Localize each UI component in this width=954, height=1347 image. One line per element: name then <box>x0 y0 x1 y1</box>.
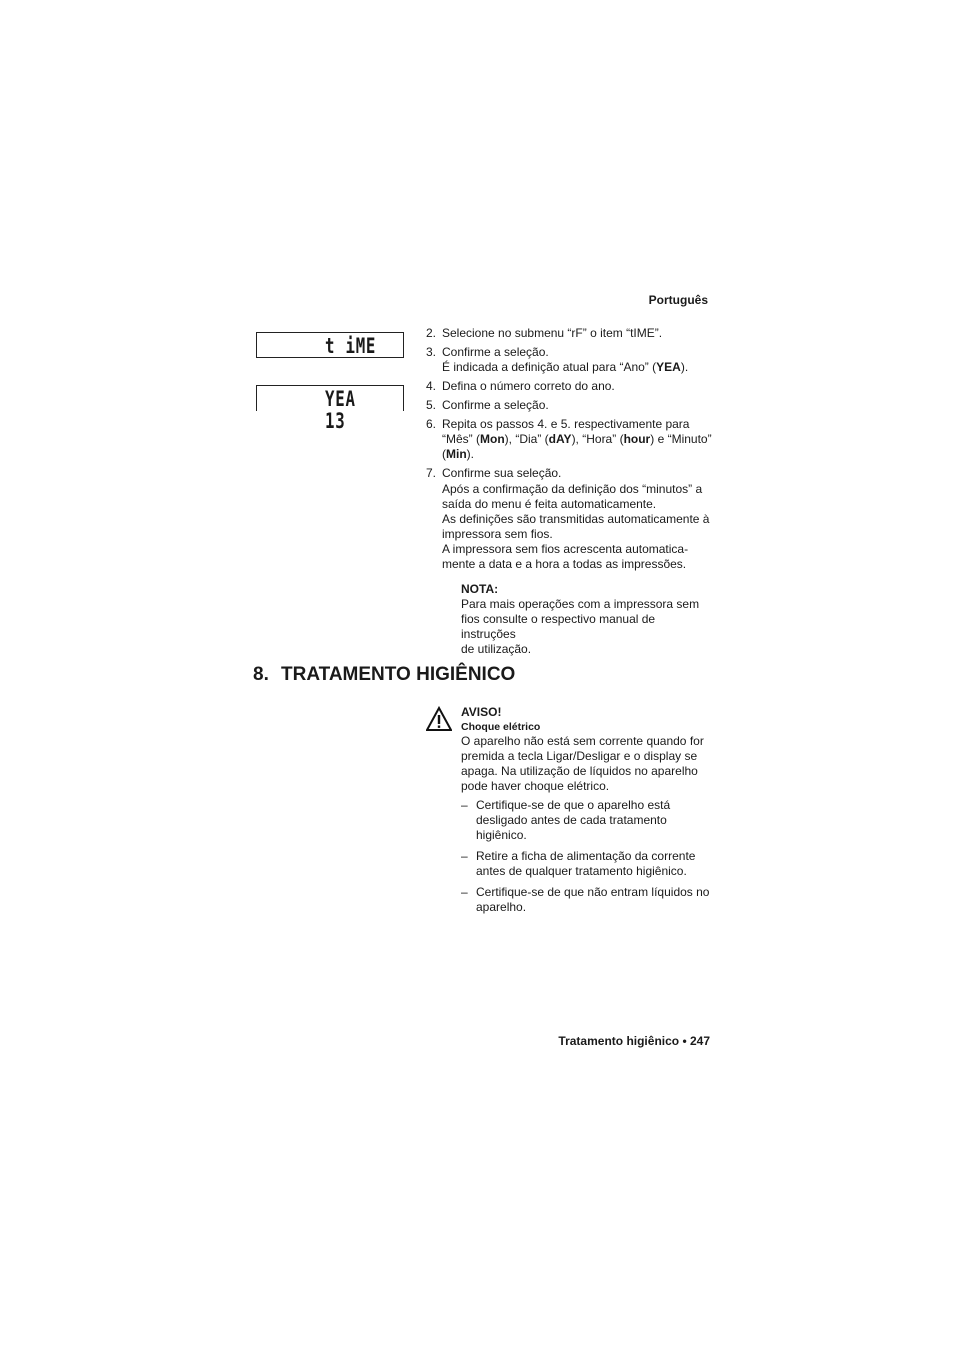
instruction-steps <box>420 326 712 576</box>
bullet-text: higiênico. <box>476 828 527 842</box>
note-heading: NOTA: <box>461 582 499 596</box>
step-text: Confirme sua seleção. <box>442 466 562 480</box>
section-number: 8. <box>253 664 269 685</box>
lcd-display-year <box>256 385 404 433</box>
step-text: saída do menu é feita automaticamente. <box>442 497 657 511</box>
warning-text: O aparelho não está sem corrente quando for <box>461 734 704 748</box>
step-number: 2. <box>425 326 436 340</box>
warning-box <box>461 705 713 915</box>
step-text: Confirme a seleção. <box>442 345 549 359</box>
step-number: 3. <box>425 345 436 359</box>
warning-bullet <box>461 885 713 915</box>
step-text: Selecione no submenu “rF” o item “tIME”. <box>442 326 663 340</box>
section-title: TRATAMENTO HIGIÊNICO <box>281 664 516 685</box>
dash-marker: – <box>461 849 468 863</box>
page-footer: Tratamento higiênico • 247 <box>558 1034 710 1048</box>
step-number: 6. <box>425 417 436 431</box>
step-text: Após a confirmação da definição dos “minutos” a <box>442 482 703 496</box>
bullet-text: Retire a ficha de alimentação da corrente <box>476 849 696 863</box>
step-number: 4. <box>425 379 436 393</box>
step-7 <box>420 466 712 572</box>
dash-marker: – <box>461 798 468 812</box>
step-4 <box>420 379 712 394</box>
step-text: É indicada a definição atual para “Ano” (YEA). <box>442 360 689 374</box>
step-text: “Mês” (Mon), “Dia” (dAY), “Hora” (hour) e “Minuto” <box>442 432 712 446</box>
step-text: Repita os passos 4. e 5. respectivamente para <box>442 417 690 431</box>
section-heading <box>253 663 515 687</box>
step-number: 5. <box>425 398 436 412</box>
warning-text: premida a tecla Ligar/Desligar e o display se <box>461 749 698 763</box>
warning-text: apaga. Na utilização de líquidos no aparelho <box>461 764 698 778</box>
note-text: Para mais operações com a impressora sem <box>461 597 700 611</box>
warning-triangle-icon <box>426 706 452 732</box>
step-text: As definições são transmitidas automaticamente à <box>442 512 710 526</box>
bullet-text: antes de qualquer tratamento higiênico. <box>476 864 687 878</box>
step-text: mente a data e a hora a todas as impressões. <box>442 557 687 571</box>
warning-text: pode haver choque elétrico. <box>461 779 610 793</box>
lcd-display-time <box>256 332 404 358</box>
bullet-text: desligado antes de cada tratamento <box>476 813 667 827</box>
lcd-text: t iME <box>325 334 377 358</box>
bullet-text: Certifique-se de que não entram líquidos no <box>476 885 710 899</box>
step-text: Confirme a seleção. <box>442 398 549 412</box>
note-text: de utilização. <box>461 642 532 656</box>
bullet-text: Certifique-se de que o aparelho está <box>476 798 671 812</box>
warning-subheading: Choque elétrico <box>461 721 541 733</box>
step-text: (Min). <box>442 447 475 461</box>
warning-heading: AVISO! <box>461 705 502 719</box>
warning-bullet <box>461 798 713 843</box>
bullet-text: aparelho. <box>476 900 527 914</box>
step-text: Defina o número correto do ano. <box>442 379 615 393</box>
step-2 <box>420 326 712 341</box>
step-text: impressora sem fios. <box>442 527 553 541</box>
page-language-label: Português <box>648 293 708 307</box>
step-number: 7. <box>425 466 436 480</box>
lcd-text: YEA 13 <box>325 387 356 433</box>
note-text: fios consulte o respectivo manual de instruções <box>461 612 656 641</box>
warning-bullet <box>461 849 713 879</box>
step-6 <box>420 417 712 462</box>
step-5 <box>420 398 712 413</box>
step-text: A impressora sem fios acrescenta automatica- <box>442 542 689 556</box>
step-3 <box>420 345 712 375</box>
dash-marker: – <box>461 885 468 899</box>
note-box <box>461 582 711 657</box>
